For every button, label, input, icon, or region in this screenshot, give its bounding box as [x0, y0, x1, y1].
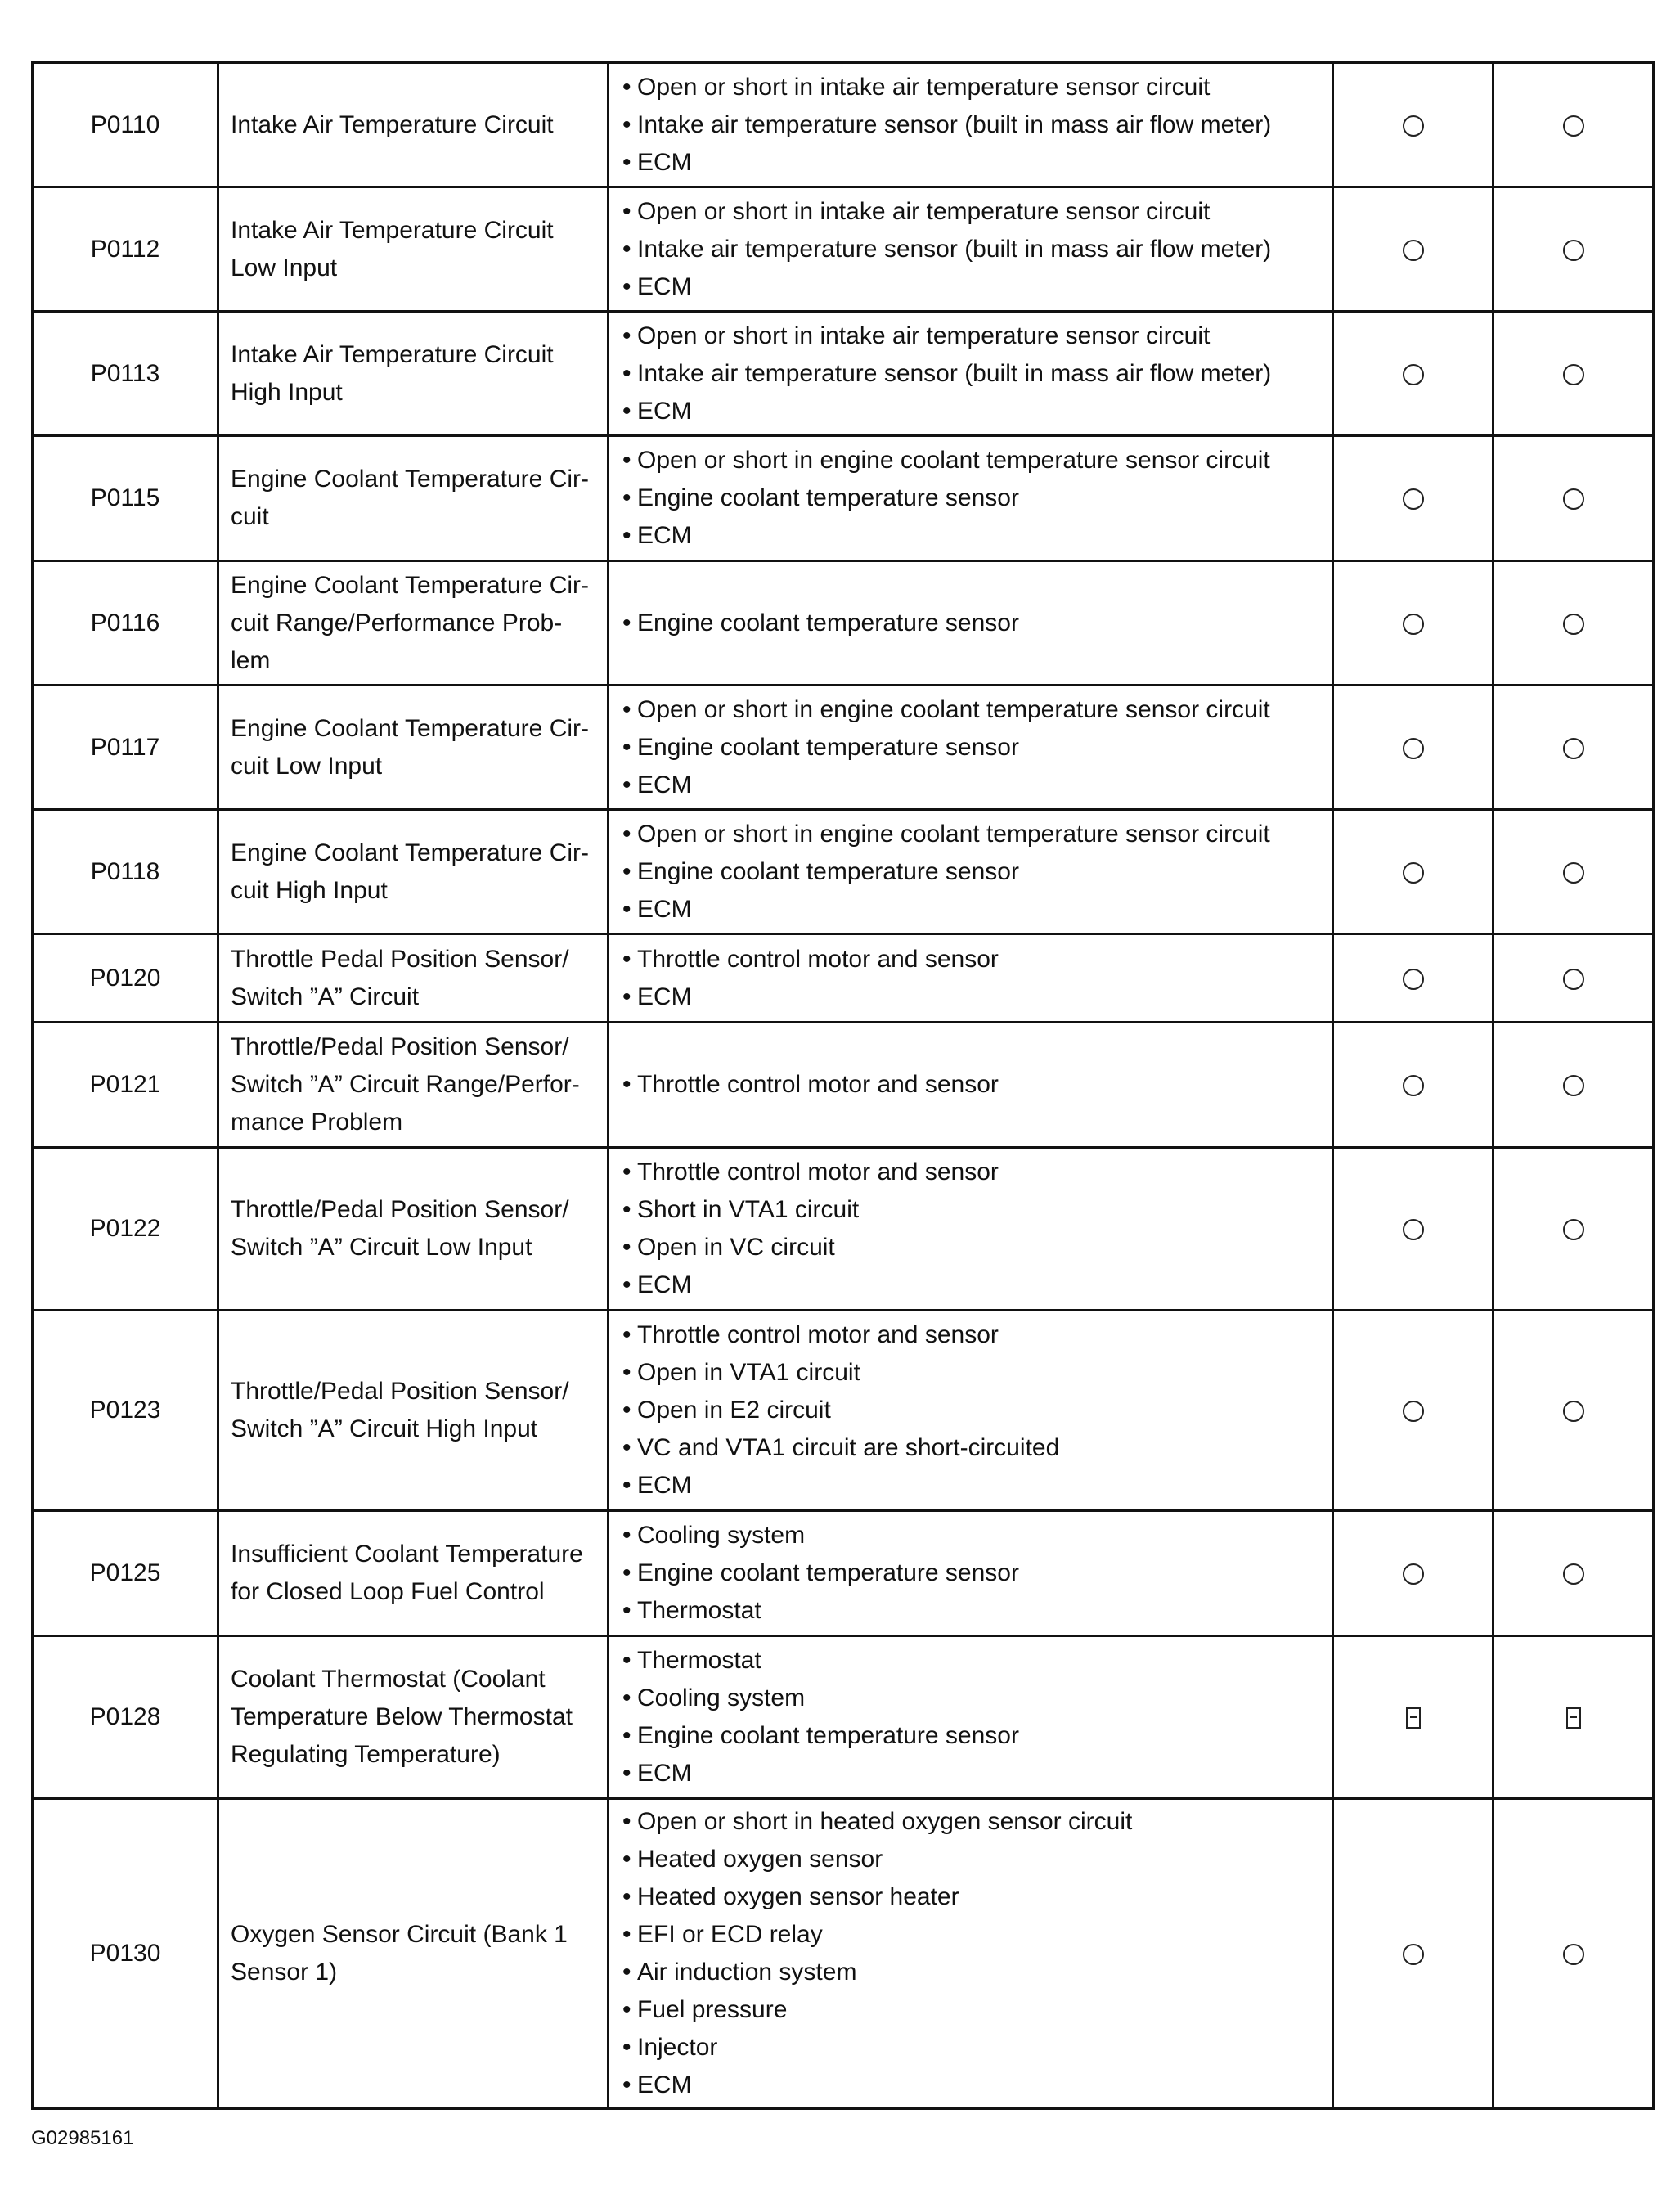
- trouble-area: [609, 436, 1333, 561]
- detection-item: Engine Coolant Temperature Cir- cuit Range/Performance Prob- lem: [218, 561, 609, 686]
- trouble-area: [609, 187, 1333, 312]
- trouble-area-item: • Engine coolant temperature sensor: [621, 729, 1320, 767]
- trouble-area: [609, 1148, 1333, 1311]
- trouble-area-item: • ECM: [621, 517, 1320, 555]
- memory-column: [1494, 1636, 1654, 1799]
- trouble-area-item: • ECM: [621, 891, 1320, 929]
- mil-column: [1333, 436, 1494, 561]
- trouble-area-list: [621, 193, 1320, 306]
- trouble-area-list: [621, 1642, 1320, 1792]
- dtc-row: [33, 1636, 1654, 1799]
- trouble-area-list: [621, 816, 1320, 929]
- detection-item: Throttle/Pedal Position Sensor/ Switch ”A” Circuit Low Input: [218, 1148, 609, 1311]
- circle-mark-icon: [1563, 240, 1584, 261]
- memory-column: [1494, 561, 1654, 686]
- detection-item: Throttle/Pedal Position Sensor/ Switch ”A” Circuit High Input: [218, 1311, 609, 1511]
- trouble-area-item: • Fuel pressure: [621, 1991, 1320, 2029]
- dtc-code: P0120: [33, 934, 218, 1023]
- mil-column: [1333, 1311, 1494, 1511]
- memory-column: [1494, 63, 1654, 187]
- mil-column: [1333, 1799, 1494, 2109]
- mil-column: [1333, 1023, 1494, 1148]
- dtc-row: [33, 1799, 1654, 2109]
- dtc-row: [33, 561, 1654, 686]
- circle-mark-icon: [1563, 364, 1584, 385]
- trouble-area-item: • VC and VTA1 circuit are short-circuited: [621, 1429, 1320, 1467]
- dtc-row: [33, 312, 1654, 436]
- memory-column: [1494, 1511, 1654, 1636]
- trouble-area-item: • Short in VTA1 circuit: [621, 1191, 1320, 1229]
- circle-mark-icon: [1563, 738, 1584, 759]
- trouble-area-item: • Thermostat: [621, 1642, 1320, 1680]
- detection-item: Intake Air Temperature Circuit Low Input: [218, 187, 609, 312]
- trouble-area-list: [621, 317, 1320, 430]
- dtc-table-body: [33, 63, 1654, 2109]
- trouble-area: [609, 1311, 1333, 1511]
- trouble-area-list: [621, 69, 1320, 182]
- mil-column: [1333, 686, 1494, 810]
- dtc-code: P0121: [33, 1023, 218, 1148]
- dtc-code: P0110: [33, 63, 218, 187]
- circle-mark-icon: [1403, 488, 1424, 510]
- trouble-area-list: [621, 605, 1320, 642]
- circle-mark-icon: [1563, 862, 1584, 884]
- mil-column: [1333, 1636, 1494, 1799]
- trouble-area-item: • ECM: [621, 1467, 1320, 1505]
- trouble-area: [609, 1799, 1333, 2109]
- dtc-code: P0115: [33, 436, 218, 561]
- trouble-area-item: • Engine coolant temperature sensor: [621, 853, 1320, 891]
- dtc-code: P0122: [33, 1148, 218, 1311]
- box-mark-icon: [1406, 1707, 1421, 1729]
- detection-item: Intake Air Temperature Circuit High Input: [218, 312, 609, 436]
- circle-mark-icon: [1403, 1401, 1424, 1422]
- dtc-code: P0130: [33, 1799, 218, 2109]
- trouble-area-item: • Engine coolant temperature sensor: [621, 1554, 1320, 1592]
- trouble-area-item: • Heated oxygen sensor: [621, 1841, 1320, 1878]
- trouble-area-list: [621, 1517, 1320, 1630]
- trouble-area-item: • ECM: [621, 1755, 1320, 1792]
- dtc-code: P0113: [33, 312, 218, 436]
- trouble-area-item: • ECM: [621, 268, 1320, 306]
- trouble-area-item: • Engine coolant temperature sensor: [621, 1717, 1320, 1755]
- trouble-area-list: [621, 1316, 1320, 1505]
- mil-column: [1333, 187, 1494, 312]
- dtc-row: [33, 1148, 1654, 1311]
- circle-mark-icon: [1403, 969, 1424, 990]
- detection-item: Throttle/Pedal Position Sensor/ Switch ”A” Circuit Range/Perfor- mance Problem: [218, 1023, 609, 1148]
- dtc-row: [33, 810, 1654, 934]
- trouble-area-item: • Open or short in engine coolant temperature sensor circuit: [621, 816, 1320, 853]
- trouble-area-list: [621, 442, 1320, 555]
- trouble-area-list: [621, 941, 1320, 1016]
- circle-mark-icon: [1403, 1219, 1424, 1240]
- dtc-table: [31, 61, 1655, 2110]
- circle-mark-icon: [1563, 115, 1584, 137]
- memory-column: [1494, 686, 1654, 810]
- detection-item: Throttle Pedal Position Sensor/ Switch ”A” Circuit: [218, 934, 609, 1023]
- circle-mark-icon: [1563, 488, 1584, 510]
- mil-column: [1333, 1148, 1494, 1311]
- circle-mark-icon: [1403, 862, 1424, 884]
- circle-mark-icon: [1403, 614, 1424, 635]
- trouble-area-item: • Intake air temperature sensor (built in mass air flow meter): [621, 231, 1320, 268]
- trouble-area-item: • Intake air temperature sensor (built in mass air flow meter): [621, 355, 1320, 393]
- trouble-area-list: [621, 1066, 1320, 1104]
- circle-mark-icon: [1563, 614, 1584, 635]
- trouble-area: [609, 686, 1333, 810]
- trouble-area-list: [621, 1803, 1320, 2104]
- mil-column: [1333, 63, 1494, 187]
- dtc-row: [33, 934, 1654, 1023]
- trouble-area-item: • EFI or ECD relay: [621, 1916, 1320, 1954]
- circle-mark-icon: [1403, 1075, 1424, 1096]
- circle-mark-icon: [1563, 1401, 1584, 1422]
- trouble-area-item: • Thermostat: [621, 1592, 1320, 1630]
- memory-column: [1494, 1799, 1654, 2109]
- trouble-area: [609, 934, 1333, 1023]
- circle-mark-icon: [1563, 1563, 1584, 1585]
- memory-column: [1494, 436, 1654, 561]
- dtc-code: P0128: [33, 1636, 218, 1799]
- memory-column: [1494, 187, 1654, 312]
- trouble-area-item: • Open or short in intake air temperature sensor circuit: [621, 69, 1320, 106]
- detection-item: Intake Air Temperature Circuit: [218, 63, 609, 187]
- trouble-area-item: • Throttle control motor and sensor: [621, 941, 1320, 978]
- trouble-area-item: • Open in VC circuit: [621, 1229, 1320, 1266]
- dtc-code: P0117: [33, 686, 218, 810]
- trouble-area-item: • ECM: [621, 767, 1320, 804]
- trouble-area-list: [621, 691, 1320, 804]
- trouble-area-item: • Throttle control motor and sensor: [621, 1316, 1320, 1354]
- trouble-area-item: • Open or short in engine coolant temperature sensor circuit: [621, 691, 1320, 729]
- detection-item: Oxygen Sensor Circuit (Bank 1 Sensor 1): [218, 1799, 609, 2109]
- trouble-area-item: • Open or short in engine coolant temperature sensor circuit: [621, 442, 1320, 479]
- trouble-area: [609, 1511, 1333, 1636]
- memory-column: [1494, 1023, 1654, 1148]
- circle-mark-icon: [1403, 240, 1424, 261]
- dtc-code: P0123: [33, 1311, 218, 1511]
- trouble-area: [609, 561, 1333, 686]
- mil-column: [1333, 561, 1494, 686]
- memory-column: [1494, 1311, 1654, 1511]
- circle-mark-icon: [1563, 1219, 1584, 1240]
- dtc-row: [33, 1023, 1654, 1148]
- trouble-area-item: • Engine coolant temperature sensor: [621, 479, 1320, 517]
- figure-id: G02985161: [31, 2127, 134, 2149]
- mil-column: [1333, 934, 1494, 1023]
- trouble-area-item: • ECM: [621, 978, 1320, 1016]
- trouble-area-item: • ECM: [621, 2067, 1320, 2104]
- dtc-code: P0112: [33, 187, 218, 312]
- trouble-area-item: • Cooling system: [621, 1517, 1320, 1554]
- trouble-area-item: • ECM: [621, 144, 1320, 182]
- trouble-area-list: [621, 1154, 1320, 1304]
- trouble-area-item: • Throttle control motor and sensor: [621, 1066, 1320, 1104]
- detection-item: Coolant Thermostat (Coolant Temperature Below Thermostat Regulating Temperature): [218, 1636, 609, 1799]
- trouble-area-item: • Air induction system: [621, 1954, 1320, 1991]
- trouble-area-item: • Throttle control motor and sensor: [621, 1154, 1320, 1191]
- mil-column: [1333, 810, 1494, 934]
- memory-column: [1494, 312, 1654, 436]
- trouble-area: [609, 312, 1333, 436]
- circle-mark-icon: [1403, 1563, 1424, 1585]
- trouble-area-item: • Engine coolant temperature sensor: [621, 605, 1320, 642]
- circle-mark-icon: [1563, 969, 1584, 990]
- trouble-area-item: • Intake air temperature sensor (built in mass air flow meter): [621, 106, 1320, 144]
- dtc-row: [33, 686, 1654, 810]
- dtc-row: [33, 1311, 1654, 1511]
- detection-item: Engine Coolant Temperature Cir- cuit: [218, 436, 609, 561]
- memory-column: [1494, 1148, 1654, 1311]
- trouble-area: [609, 1636, 1333, 1799]
- dtc-code: P0116: [33, 561, 218, 686]
- dtc-code: P0118: [33, 810, 218, 934]
- trouble-area-item: • ECM: [621, 1266, 1320, 1304]
- circle-mark-icon: [1403, 364, 1424, 385]
- mil-column: [1333, 312, 1494, 436]
- trouble-area-item: • Injector: [621, 2029, 1320, 2067]
- box-mark-icon: [1566, 1707, 1581, 1729]
- trouble-area: [609, 1023, 1333, 1148]
- detection-item: Insufficient Coolant Temperature for Closed Loop Fuel Control: [218, 1511, 609, 1636]
- memory-column: [1494, 810, 1654, 934]
- trouble-area-item: • Open in E2 circuit: [621, 1392, 1320, 1429]
- trouble-area-item: • Open in VTA1 circuit: [621, 1354, 1320, 1392]
- circle-mark-icon: [1403, 115, 1424, 137]
- trouble-area-item: • ECM: [621, 393, 1320, 430]
- circle-mark-icon: [1403, 738, 1424, 759]
- memory-column: [1494, 934, 1654, 1023]
- trouble-area-item: • Open or short in heated oxygen sensor circuit: [621, 1803, 1320, 1841]
- trouble-area: [609, 810, 1333, 934]
- detection-item: Engine Coolant Temperature Cir- cuit Low Input: [218, 686, 609, 810]
- dtc-row: [33, 187, 1654, 312]
- dtc-row: [33, 436, 1654, 561]
- dtc-row: [33, 63, 1654, 187]
- mil-column: [1333, 1511, 1494, 1636]
- trouble-area-item: • Open or short in intake air temperature sensor circuit: [621, 317, 1320, 355]
- trouble-area-item: • Open or short in intake air temperature sensor circuit: [621, 193, 1320, 231]
- trouble-area-item: • Cooling system: [621, 1680, 1320, 1717]
- circle-mark-icon: [1563, 1944, 1584, 1965]
- dtc-row: [33, 1511, 1654, 1636]
- dtc-code: P0125: [33, 1511, 218, 1636]
- circle-mark-icon: [1403, 1944, 1424, 1965]
- detection-item: Engine Coolant Temperature Cir- cuit High Input: [218, 810, 609, 934]
- circle-mark-icon: [1563, 1075, 1584, 1096]
- trouble-area: [609, 63, 1333, 187]
- trouble-area-item: • Heated oxygen sensor heater: [621, 1878, 1320, 1916]
